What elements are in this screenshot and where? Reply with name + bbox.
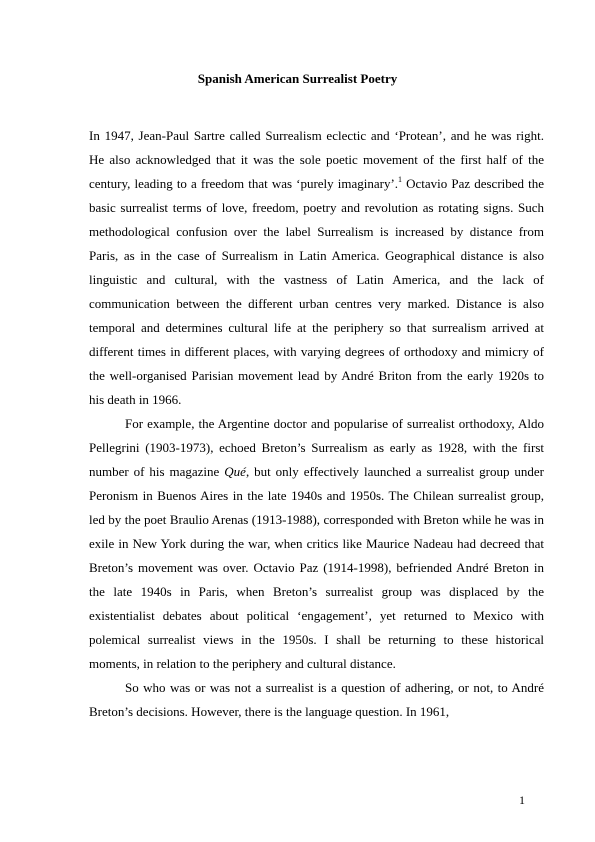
- paragraph-text: Octavio Paz described the basic surrealist terms of love, freedom, poetry and revolution as rotating signs. Such methodological confusion over the label Surrealism is increased by distance from Paris, as in the case of Surrealism in Latin America. Geographical distance is also linguistic and cultural, with the vastness of Latin America, and the lack of communication between the different urban centres very marked. Distance is also temporal and determines cultural life at the periphery so that surrealism arrived at different times in different places, with varying degrees of orthodoxy and mimicry of the well-organised Parisian movement lead by André Briton from the early 1920s to his death in 1966.: [89, 176, 544, 407]
- document-body: [89, 124, 544, 724]
- paragraph-text: For example, the Argentine doctor and popularise of surrealist orthodoxy, Aldo Pellegrini (1903-1973), echoed Breton’s Surrealism as early as 1928, with the first number of his magazine: [89, 416, 544, 479]
- paragraph-text: So who was or was not a surrealist is a question of adhering, or not, to André Breton’s decisions. However, there is the language question. In 1961,: [89, 680, 544, 719]
- footnote-marker[interactable]: 1: [398, 175, 403, 184]
- paragraph: [89, 412, 544, 676]
- paragraph-text: , but only effectively launched a surrealist group under Peronism in Buenos Aires in the late 1940s and 1950s. The Chilean surrealist group, led by the poet Braulio Arenas (1913-1988), corresponded with Breton while he was in exile in New York during the war, when critics like Maurice Nadeau had decreed that Breton’s movement was over. Octavio Paz (1914-1998), befriended André Breton in the late 1940s in Paris, when Breton’s surrealist group was displaced by the existentialist debates about political ‘engagement’, yet returned to Mexico with polemical surrealist views in the 1950s. I shall be returning to these historical moments, in relation to the periphery and cultural distance.: [89, 464, 545, 671]
- paragraph: [89, 676, 544, 724]
- magazine-title: Qué: [224, 464, 246, 479]
- paragraph-text: In 1947, Jean-Paul Sartre called Surrealism eclectic and ‘Protean’, and he was right. He also acknowledged that it was the sole poetic movement of the first half of the century, leading to a freedom that was ‘purely imaginary’.: [89, 128, 544, 191]
- document-title: Spanish American Surrealist Poetry: [197, 71, 398, 86]
- paragraph: [89, 124, 544, 412]
- page-number: 1: [519, 793, 525, 807]
